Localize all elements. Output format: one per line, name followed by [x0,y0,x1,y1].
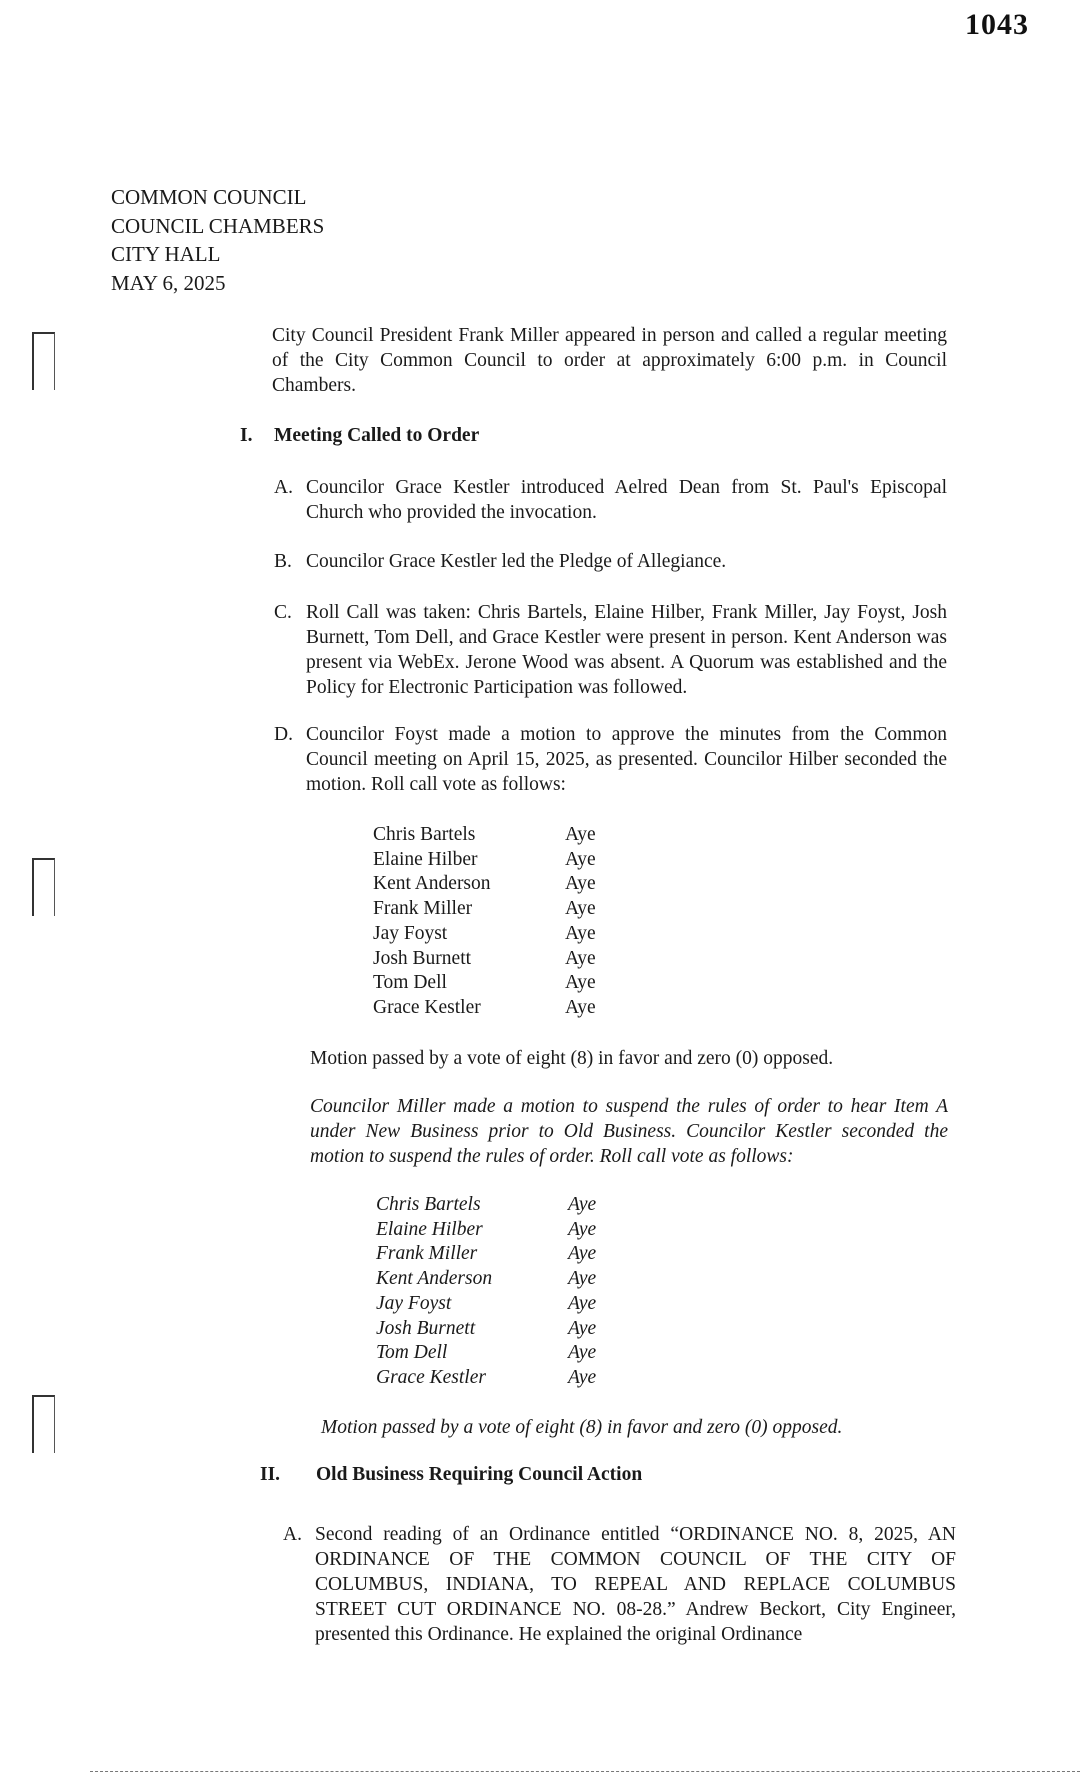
table-row [373,947,596,972]
header-line: MAY 6, 2025 [111,270,226,295]
table-row [376,1292,596,1317]
councilor-name: Kent Anderson [376,1268,493,1290]
councilor-name: Chris Bartels [373,824,476,845]
list-item [274,600,947,700]
vote-value: Aye [568,1366,597,1388]
table-row [376,1366,596,1391]
councilor-name: Frank Miller [373,898,473,920]
item-letter: A. [283,1524,302,1545]
vote-value: Aye [568,1268,597,1290]
page-number: 1043 [965,8,1029,41]
table-row [376,1267,596,1292]
section-number: I. [240,425,253,446]
councilor-name: Josh Burnett [376,1317,476,1339]
table-row [376,1341,596,1366]
punch-mark [32,858,55,916]
vote-value: Aye [568,1317,597,1339]
table-row [373,872,596,897]
councilor-name: Josh Burnett [373,947,472,969]
item-text: Roll Call was taken: Chris Bartels, Elaine Hilber, Frank Miller, Jay Foyst, Josh Burnett, Tom Dell, and Grace Kestler were present in person. Kent Anderson was present via WebEx. Jerone Wood was absent. A Quorum was established and the Policy for Electronic Participation was followed. [306,602,947,698]
list-item [283,1522,956,1647]
vote-value: Aye [568,1194,597,1215]
list-item [274,475,947,525]
councilor-name: Tom Dell [373,972,447,994]
item-text: Councilor Foyst made a motion to approve the minutes from the Common Council meeting on April 15, 2025, as presented. Councilor Hilber seconded the motion. Roll call vote as follows: [306,724,947,795]
list-item [274,549,947,574]
page-bottom-rule [90,1771,1080,1772]
vote-value: Aye [568,1292,597,1314]
table-row [376,1193,596,1218]
section-heading-1 [240,425,479,447]
section-heading-2 [260,1464,642,1486]
vote-result: Motion passed by a vote of eight (8) in favor and zero (0) opposed. [321,1417,843,1438]
vote-value: Aye [565,947,596,969]
table-row [376,1242,596,1267]
councilor-name: Grace Kestler [373,996,481,1018]
councilor-name: Chris Bartels [376,1194,481,1215]
councilor-name: Jay Foyst [373,922,448,944]
section-title: Old Business Requiring Council Action [316,1464,643,1485]
vote-value: Aye [565,848,596,870]
item-text: Second reading of an Ordinance entitled “ORDINANCE NO. 8, 2025, AN ORDINANCE OF THE COMMON COUNCIL OF THE CITY OF COLUMBUS, INDIANA, TO REPEAL AND REPLACE COLUMBUS STREET CUT ORDINANCE NO. 08-28.” Andrew Beckort, City Engineer, presented this Ordinance. He explained the original Ordinance [315,1524,956,1645]
vote-value: Aye [568,1243,597,1265]
councilor-name: Kent Anderson [373,873,491,895]
councilor-name: Frank Miller [376,1243,478,1265]
vote-value: Aye [565,898,596,920]
vote-result: Motion passed by a vote of eight (8) in favor and zero (0) opposed. [310,1048,834,1069]
vote-value: Aye [565,873,596,895]
vote-value: Aye [568,1342,597,1364]
list-item [274,722,947,797]
header-line: CITY HALL [111,242,221,266]
item-letter: B. [274,551,292,572]
item-letter: C. [274,602,292,623]
councilor-name: Tom Dell [376,1342,448,1364]
roll-call-vote-table [373,823,596,1021]
roll-call-vote-table [376,1193,596,1391]
table-row [373,823,596,848]
table-row [376,1317,596,1342]
vote-value: Aye [565,972,596,994]
punch-mark [32,1395,55,1453]
suspend-rules-motion: Councilor Miller made a motion to suspend the rules of order to hear Item A under New Business prior to Old Business. Councilor Kestler seconded the motion to suspend the rules of order. Roll call vote as follows: [310,1096,948,1167]
section-title: Meeting Called to Order [274,425,480,446]
vote-value: Aye [565,996,596,1018]
vote-value: Aye [568,1218,597,1240]
header-line: COUNCIL CHAMBERS [111,213,325,238]
councilor-name: Jay Foyst [376,1292,452,1314]
item-letter: A. [274,477,293,498]
punch-mark [32,332,55,390]
table-row [376,1218,596,1243]
table-row [373,848,596,873]
header-line: COMMON COUNCIL [111,185,307,209]
item-text: Councilor Grace Kestler led the Pledge of Allegiance. [306,551,727,572]
vote-value: Aye [565,824,596,845]
councilor-name: Grace Kestler [376,1366,486,1388]
intro-paragraph: City Council President Frank Miller appeared in person and called a regular meeting of the City Common Council to order at approximately 6:00 p.m. in Council Chambers. [272,325,947,396]
table-row [373,971,596,996]
table-row [373,897,596,922]
document-header [111,183,324,297]
councilor-name: Elaine Hilber [373,848,478,870]
table-row [373,996,596,1021]
councilor-name: Elaine Hilber [376,1218,483,1240]
table-row [373,922,596,947]
vote-value: Aye [565,922,596,944]
section-number: II. [260,1464,281,1485]
item-letter: D. [274,724,293,745]
item-text: Councilor Grace Kestler introduced Aelred Dean from St. Paul's Episcopal Church who provided the invocation. [306,477,947,523]
